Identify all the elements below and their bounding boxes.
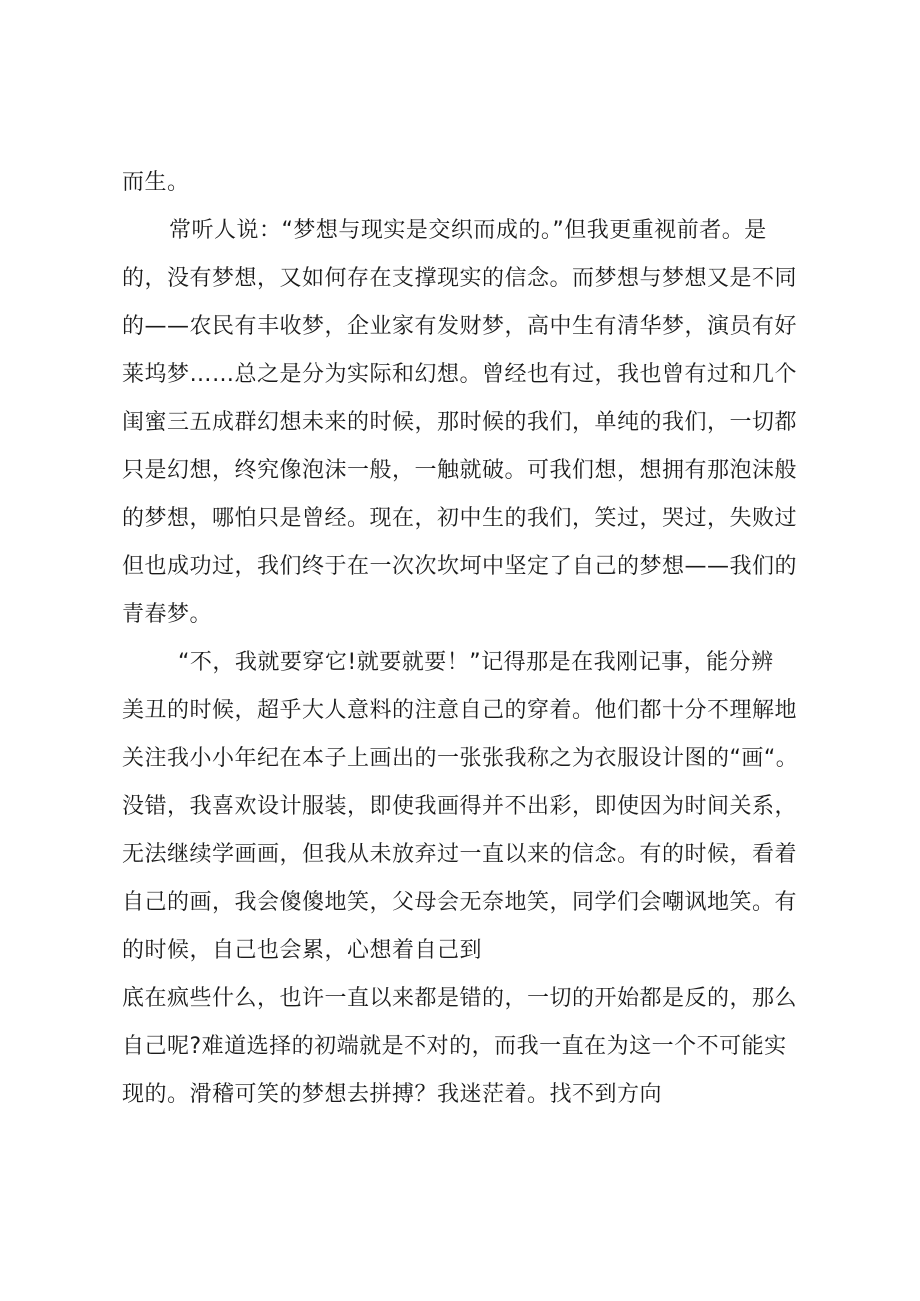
text-line-1: 而生。 [122, 170, 190, 195]
text-line-11: “不，我就要穿它!就要就要！”记得那是在我刚记事，能分辨 [178, 650, 774, 675]
text-line-9: 但也成功过，我们终于在一次次坎坷中坚定了自己的梦想——我们的 [122, 554, 798, 579]
text-line-5: 莱坞梦……总之是分为实际和幻想。曾经也有过，我也曾有过和几个 [122, 362, 798, 387]
text-line-2: 常听人说：“梦想与现实是交织而成的。”但我更重视前者。是 [169, 218, 767, 243]
text-line-16: 自己的画，我会傻傻地笑，父母会无奈地笑，同学们会嘲讽地笑。有 [122, 890, 798, 915]
text-line-13: 关注我小小年纪在本子上画出的一张张我称之为衣服设计图的“画“。 [122, 746, 799, 771]
text-line-4: 的——农民有丰收梦，企业家有发财梦，高中生有清华梦，演员有好 [122, 314, 798, 339]
text-line-19: 自己呢?难道选择的初端就是不对的，而我一直在为这一个不可能实 [122, 1034, 787, 1059]
text-line-17: 的时候，自己也会累，心想着自己到 [122, 938, 483, 963]
text-line-8: 的梦想，哪怕只是曾经。现在，初中生的我们，笑过，哭过，失败过 [122, 506, 798, 531]
text-line-3: 的，没有梦想，又如何存在支撑现实的信念。而梦想与梦想又是不同 [122, 266, 798, 291]
text-line-6: 闺蜜三五成群幻想未来的时候，那时候的我们，单纯的我们，一切都 [122, 410, 798, 435]
text-line-18: 底在疯些什么，也许一直以来都是错的，一切的开始都是反的，那么 [122, 986, 798, 1011]
text-line-7: 只是幻想，终究像泡沫一般，一触就破。可我们想，想拥有那泡沫般 [122, 458, 798, 483]
text-line-14: 没错，我喜欢设计服装，即使我画得并不出彩，即使因为时间关系， [122, 794, 798, 819]
text-line-15: 无法继续学画画，但我从未放弃过一直以来的信念。有的时候，看着 [122, 842, 798, 867]
text-line-12: 美丑的时候，超乎大人意料的注意自己的穿着。他们都十分不理解地 [122, 698, 798, 723]
text-line-10: 青春梦。 [122, 602, 213, 627]
text-line-20: 现的。滑稽可笑的梦想去拼搏？我迷茫着。找不到方向 [122, 1082, 663, 1107]
